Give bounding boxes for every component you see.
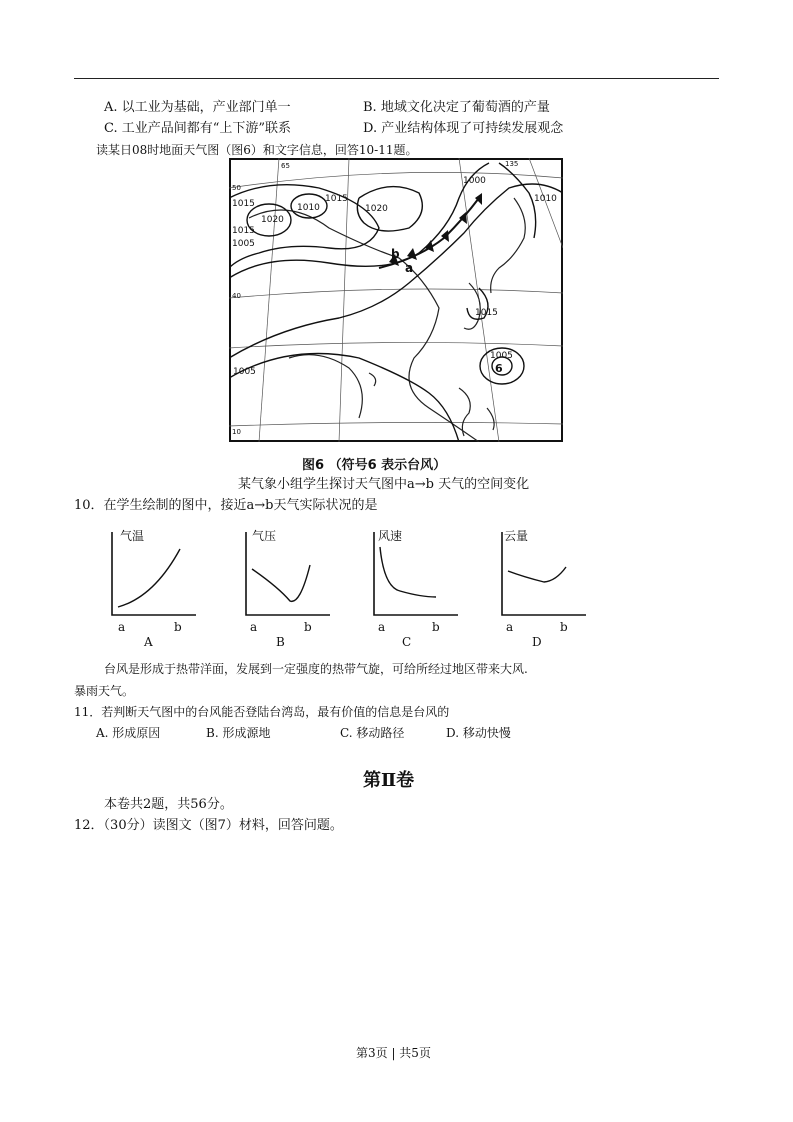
- graph-a-end: b: [174, 620, 182, 634]
- weather-map-graphic: [229, 158, 563, 442]
- svg-text:a: a: [405, 261, 414, 275]
- graph-d-ylabel: 云量: [504, 529, 529, 543]
- svg-text:135: 135: [505, 160, 519, 168]
- svg-text:40: 40: [232, 292, 241, 300]
- option-d-prev: D. 产业结构体现了可持续发展观念: [363, 121, 564, 136]
- graph-c-letter: C: [402, 635, 412, 649]
- svg-text:1005: 1005: [490, 351, 513, 361]
- graph-c-end: b: [432, 620, 440, 634]
- svg-text:1010: 1010: [534, 194, 557, 204]
- question-11: 11．若判断天气图中的台风能否登陆台湾岛，最有价值的信息是台风的: [74, 705, 450, 719]
- svg-text:b: b: [391, 247, 400, 261]
- intro-text: 读某日08时地面天气图（图6）和文字信息，回答10-11题。: [96, 143, 418, 157]
- svg-text:1015: 1015: [475, 308, 498, 318]
- section-heading: 第Ⅱ卷: [363, 770, 415, 791]
- q11-option-d: D. 移动快慢: [446, 726, 511, 740]
- graph-b-end: b: [304, 620, 312, 634]
- typhoon-text-2: 暴雨天气。: [74, 684, 135, 698]
- graph-b-letter: B: [276, 635, 285, 649]
- svg-text:1005: 1005: [232, 239, 255, 249]
- graph-a: [104, 527, 204, 652]
- svg-text:1020: 1020: [365, 204, 388, 214]
- svg-text:1015: 1015: [232, 199, 255, 209]
- svg-text:1005: 1005: [233, 367, 256, 377]
- section-note: 本卷共2题，共56分。: [104, 797, 233, 812]
- svg-text:1015: 1015: [325, 194, 348, 204]
- svg-text:6: 6: [495, 362, 503, 375]
- typhoon-text-1: 台风是形成于热带洋面，发展到一定强度的热带气旋，可给所经过地区带来大风.: [104, 662, 528, 676]
- graph-b: [238, 527, 338, 652]
- graph-a-ylabel: 气温: [120, 529, 145, 543]
- question-12: 12．（30分）读图文（图7）材料，回答问题。: [74, 818, 343, 833]
- context-text: 某气象小组学生探讨天气图中a→b 天气的空间变化: [238, 477, 530, 492]
- option-c-prev: C. 工业产品间都有“上下游”联系: [104, 121, 292, 136]
- option-a-prev: A. 以工业为基础，产业部门单一: [104, 100, 291, 115]
- svg-text:1020: 1020: [261, 215, 284, 225]
- weather-map: [229, 158, 563, 442]
- graph-d: [494, 527, 594, 652]
- map-caption: 图6 （符号6 表示台风）: [302, 458, 447, 473]
- header-rule: [74, 78, 719, 79]
- graph-c: [366, 527, 466, 652]
- svg-text:65: 65: [281, 162, 290, 170]
- graph-a-letter: A: [144, 635, 153, 649]
- page-footer: 第3页 | 共5页: [356, 1046, 431, 1060]
- svg-text:1010: 1010: [297, 203, 320, 213]
- graph-b-ylabel: 气压: [252, 529, 277, 543]
- graph-c-start: a: [378, 620, 386, 634]
- graph-a-start: a: [118, 620, 126, 634]
- q11-option-a: A. 形成原因: [96, 726, 161, 740]
- graph-d-end: b: [560, 620, 568, 634]
- question-10: 10．在学生绘制的图中，接近a→b天气实际状况的是: [74, 498, 378, 513]
- graph-d-start: a: [506, 620, 514, 634]
- graph-b-start: a: [250, 620, 258, 634]
- graph-d-letter: D: [532, 635, 542, 649]
- graph-c-ylabel: 风速: [378, 529, 403, 543]
- q11-option-c: C. 移动路径: [340, 726, 405, 740]
- svg-text:1000: 1000: [463, 176, 486, 186]
- svg-text:1015: 1015: [232, 226, 255, 236]
- option-b-prev: B. 地域文化决定了葡萄酒的产量: [363, 100, 550, 115]
- q11-option-b: B. 形成源地: [206, 726, 271, 740]
- svg-text:10: 10: [232, 428, 241, 436]
- svg-text:50: 50: [232, 184, 241, 192]
